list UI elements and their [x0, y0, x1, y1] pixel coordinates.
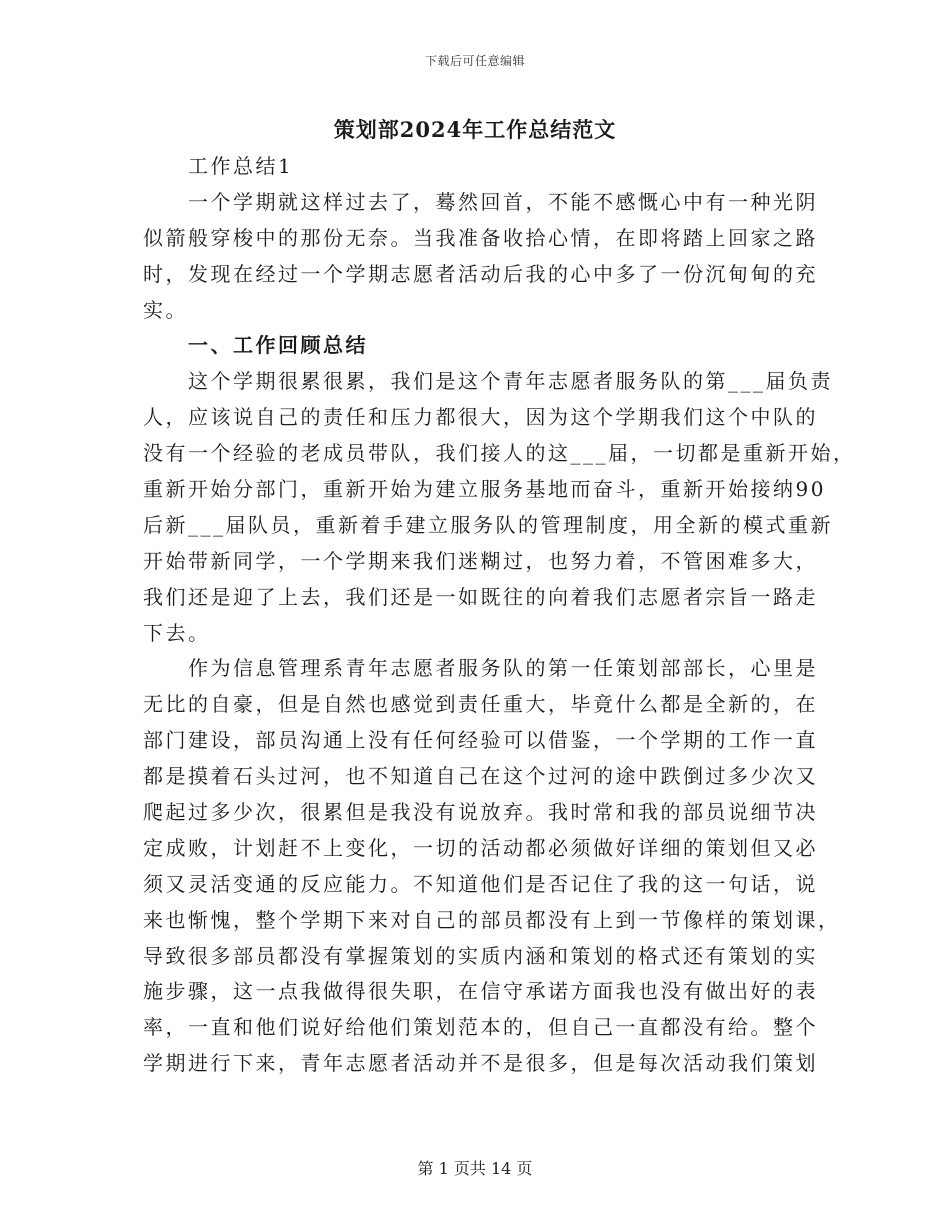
body-text-line: 我们还是迎了上去，我们还是一如既往的向着我们志愿者宗旨一路走	[143, 584, 818, 609]
body-text-line: 都是摸着石头过河，也不知道自己在这个过河的途中跌倒过多少次又	[143, 764, 818, 789]
body-text-line: 无比的自豪，但是自然也感觉到责任重大，毕竟什么都是全新的，在	[143, 692, 818, 717]
page-header: 下载后可任意编辑	[424, 54, 525, 68]
document-body	[143, 149, 856, 1082]
body-text-line: 一个学期就这样过去了，蓦然回首，不能不感慨心中有一种光阴	[188, 189, 818, 214]
body-text-line: 开始带新同学，一个学期来我们迷糊过，也努力着，不管困难多大，	[143, 548, 818, 573]
body-text-line: 这个学期很累很累，我们是这个青年志愿者服务队的第___届负责	[188, 369, 833, 394]
section-heading: 一、工作回顾总结	[188, 333, 368, 358]
body-text-line: 学期进行下来，青年志愿者活动并不是很多，但是每次活动我们策划	[143, 1051, 818, 1076]
body-text-line: 须又灵活变通的反应能力。不知道他们是否记住了我的这一句话，说	[143, 871, 818, 896]
body-text-line: 实。	[143, 297, 188, 322]
body-text-line: 定成败，计划赶不上变化，一切的活动都必须做好详细的策划但又必	[143, 835, 818, 860]
document-title: 策划部2024年工作总结范文	[333, 117, 617, 142]
body-text-line: 没有一个经验的老成员带队，我们接人的这___届，一切都是重新开始，	[143, 441, 856, 466]
body-text-line: 来也惭愧，整个学期下来对自己的部员都没有上到一节像样的策划课，	[143, 907, 841, 932]
body-text-line: 率，一直和他们说好给他们策划范本的，但自己一直都没有给。整个	[143, 1015, 818, 1040]
body-text-line: 时，发现在经过一个学期志愿者活动后我的心中多了一份沉甸甸的充	[143, 261, 818, 286]
body-text-line: 作为信息管理系青年志愿者服务队的第一任策划部部长，心里是	[188, 656, 818, 681]
page-footer: 第 1 页共 14 页	[417, 1159, 533, 1178]
body-text-line: 部门建设，部员沟通上没有任何经验可以借鉴，一个学期的工作一直	[143, 728, 818, 753]
body-text-line: 工作总结1	[188, 154, 294, 178]
body-text-line: 爬起过多少次，很累但是我没有说放弃。我时常和我的部员说细节决	[143, 800, 818, 825]
body-text-line: 人，应该说自己的责任和压力都很大，因为这个学期我们这个中队的	[143, 405, 818, 430]
body-text-line: 施步骤，这一点我做得很失职，在信守承诺方面我也没有做出好的表	[143, 979, 818, 1004]
body-text-line: 下去。	[143, 620, 211, 645]
body-text-line: 导致很多部员都没有掌握策划的实质内涵和策划的格式还有策划的实	[143, 943, 818, 968]
body-text-line: 似箭般穿梭中的那份无奈。当我准备收拾心情，在即将踏上回家之路	[143, 225, 818, 250]
body-text-line: 重新开始分部门，重新开始为建立服务基地而奋斗，重新开始接纳90	[143, 477, 826, 502]
body-text-line: 后新___届队员，重新着手建立服务队的管理制度，用全新的模式重新	[143, 512, 833, 537]
